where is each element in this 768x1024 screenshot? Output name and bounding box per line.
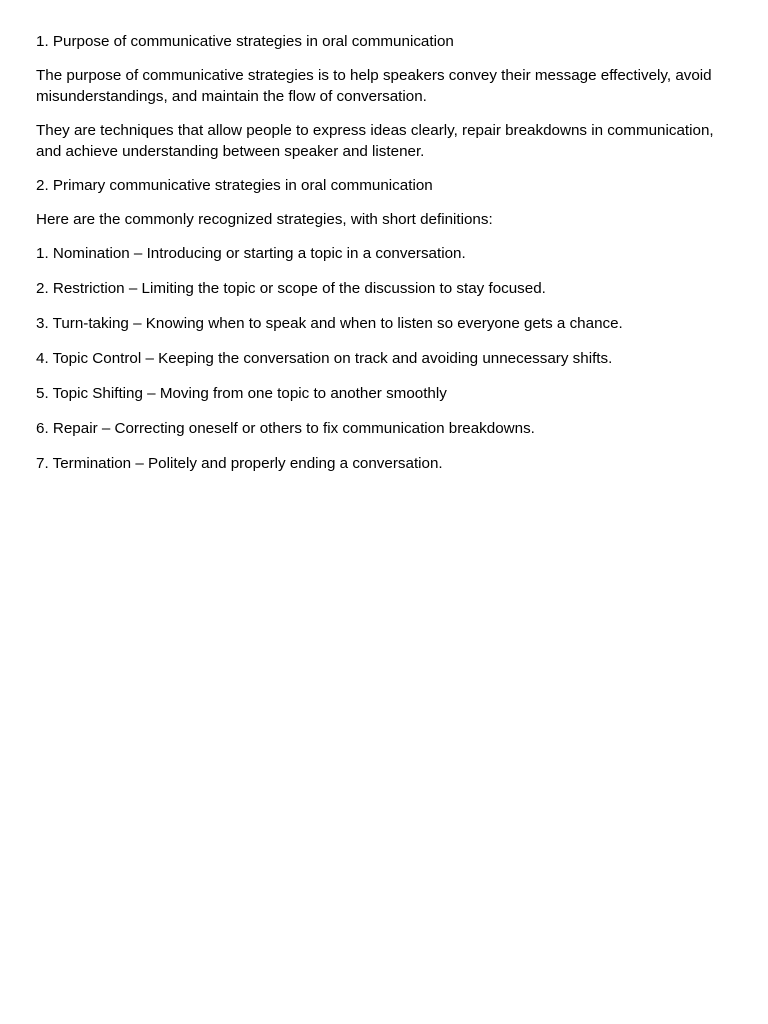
section-2-intro: Here are the commonly recognized strategies, with short definitions:: [36, 211, 493, 228]
strategy-nomination: 1. Nomination – Introducing or starting a topic in a conversation.: [36, 245, 466, 262]
strategy-turn-taking: 3. Turn-taking – Knowing when to speak and when to listen so everyone gets a chance.: [36, 315, 623, 332]
strategy-termination: 7. Termination – Politely and properly ending a conversation.: [36, 455, 443, 472]
strategy-repair: 6. Repair – Correcting oneself or others to fix communication breakdowns.: [36, 420, 535, 437]
section-1-heading: 1. Purpose of communicative strategies in oral communication: [36, 33, 454, 50]
strategies-list: [36, 243, 732, 474]
strategy-topic-control: 4. Topic Control – Keeping the conversation on track and avoiding unnecessary shifts.: [36, 350, 613, 367]
strategy-restriction: 2. Restriction – Limiting the topic or scope of the discussion to stay focused.: [36, 280, 546, 297]
strategy-topic-shifting: 5. Topic Shifting – Moving from one topic to another smoothly: [36, 385, 447, 402]
section-1-paragraph-2: They are techniques that allow people to express ideas clearly, repair breakdowns in communication, and achieve understanding between speaker and listener.: [36, 122, 714, 160]
section-1-paragraph-1: The purpose of communicative strategies is to help speakers convey their message effectively, avoid misunderstandings, and maintain the flow of conversation.: [36, 67, 712, 105]
section-2-heading: 2. Primary communicative strategies in oral communication: [36, 177, 433, 194]
